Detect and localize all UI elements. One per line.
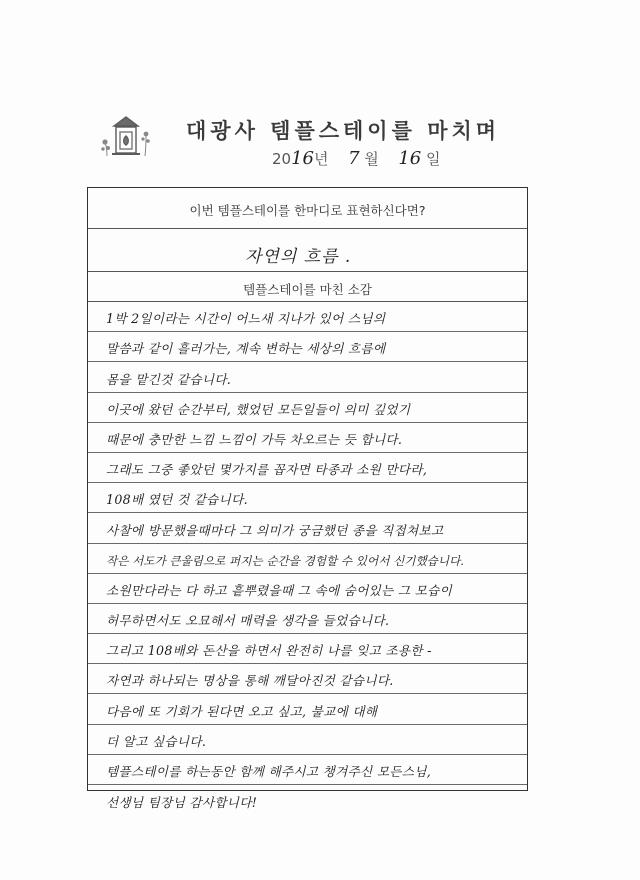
written-line xyxy=(88,483,527,513)
page-title: 대광사 템플스테이를 마치며 xyxy=(186,119,501,143)
written-line xyxy=(88,332,527,362)
section-header-row xyxy=(88,272,527,302)
date-month-value: 7 xyxy=(348,148,360,169)
date-year-label: 년 xyxy=(314,150,329,168)
line-text: 1박 2일이라는 시간이 어느새 지나가 있어 스님의 xyxy=(106,311,386,327)
written-line xyxy=(88,755,527,785)
line-text: 말씀과 같이 흘러가는, 계속 변하는 세상의 흐름에 xyxy=(106,341,386,357)
written-line xyxy=(88,604,527,634)
written-line xyxy=(88,694,527,724)
written-line xyxy=(88,393,527,423)
line-text: 소원만다라는 다 하고 흩뿌렸을때 그 속에 숨어있는 그 모습이 xyxy=(106,582,453,598)
written-line xyxy=(88,453,527,483)
date-day-value: 16 xyxy=(398,148,422,169)
written-line xyxy=(88,302,527,332)
line-text: 더 알고 싶습니다. xyxy=(106,733,207,749)
date-year-prefix: 20 xyxy=(272,150,292,168)
line-text: 허무하면서도 오묘해서 매력을 생각을 들었습니다. xyxy=(106,613,390,629)
handwritten-lines xyxy=(88,302,527,815)
handwritten-answer: 자연의 흐름 . xyxy=(245,247,352,267)
written-line xyxy=(88,544,527,574)
question-row xyxy=(88,188,527,229)
date-year-value: 16 xyxy=(291,148,314,169)
line-text: 그래도 그중 좋았던 몇가지를 꼽자면 타종과 소원 만다라, xyxy=(106,462,428,478)
written-line xyxy=(88,664,527,694)
line-text: 선생님 팀장님 감사합니다! xyxy=(106,795,258,811)
line-text: 때문에 충만한 느낌 느낌이 가득 차오르는 듯 합니다. xyxy=(106,431,403,447)
line-text: 사찰에 방문했을때마다 그 의미가 궁금했던 종을 직접쳐보고 xyxy=(106,522,444,538)
line-text: 그리고 108배와 돈산을 하면서 완전히 나를 잊고 조용한 - xyxy=(106,643,432,659)
written-line xyxy=(88,362,527,392)
written-line xyxy=(88,785,527,815)
line-text: 자연과 하나되는 명상을 통해 깨달아진것 같습니다. xyxy=(106,673,394,689)
line-text: 다음에 또 기회가 된다면 오고 싶고, 불교에 대해 xyxy=(106,703,378,719)
temple-logo-icon xyxy=(98,112,154,164)
line-text: 작은 서도가 큰울림으로 퍼지는 순간을 경험할 수 있어서 신기했습니다. xyxy=(106,553,464,568)
question-label: 이번 템플스테이를 한마디로 표현하신다면? xyxy=(189,203,426,218)
date-line xyxy=(272,148,441,169)
written-line xyxy=(88,725,527,755)
line-text: 이곳에 왔던 순간부터, 했었던 모든일들이 의미 깊었기 xyxy=(106,401,411,417)
section-label: 템플스테이를 마친 소감 xyxy=(243,282,372,297)
line-text: 108배 였던 것 같습니다. xyxy=(106,492,248,508)
reflection-form xyxy=(87,187,528,811)
date-month-label: 월 xyxy=(364,150,379,168)
written-line xyxy=(88,513,527,543)
written-line xyxy=(88,634,527,664)
line-text: 템플스테이를 하는동안 함께 해주시고 챙겨주신 모든스님, xyxy=(106,764,431,779)
written-line xyxy=(88,574,527,604)
line-text: 몸을 맡긴것 같습니다. xyxy=(106,371,232,387)
answer-row xyxy=(88,229,527,272)
written-line xyxy=(88,423,527,453)
date-day-label: 일 xyxy=(426,150,441,168)
